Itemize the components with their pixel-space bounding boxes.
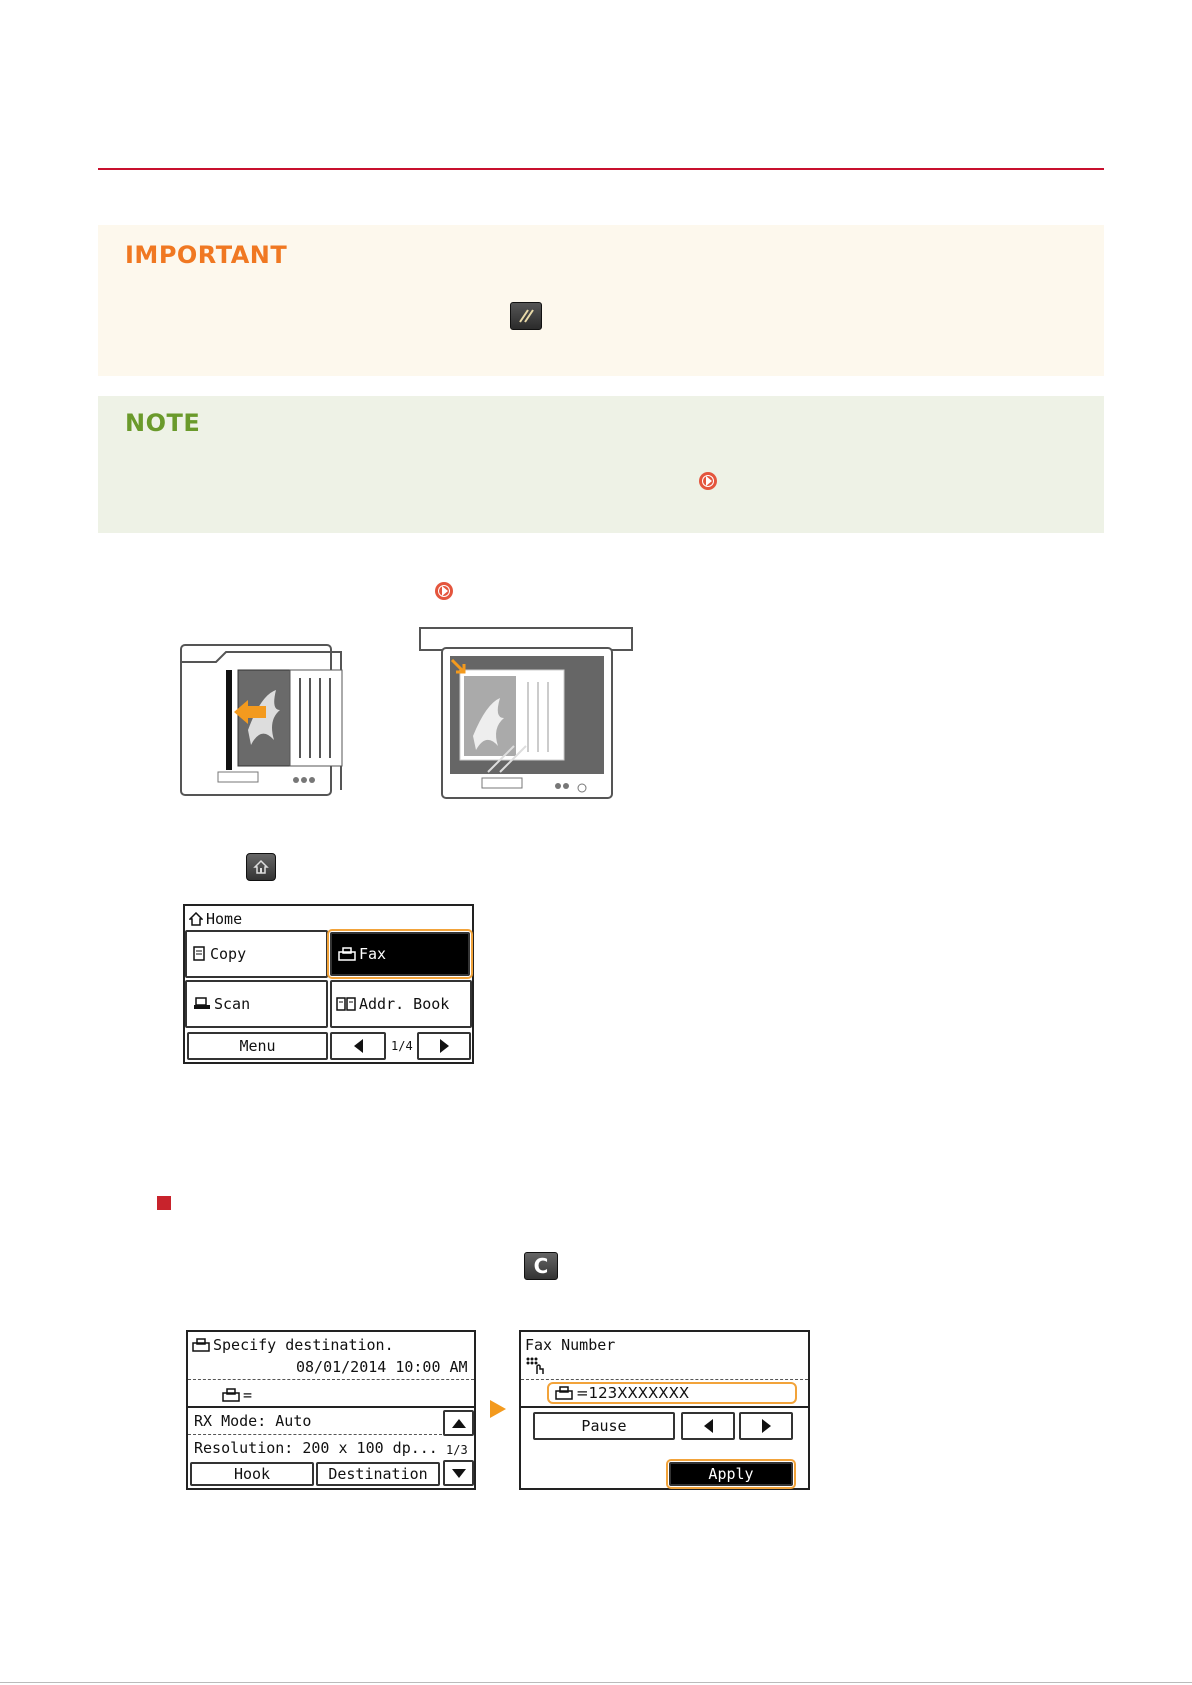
page-bottom-rule	[0, 1682, 1192, 1683]
left-arrow-icon	[354, 1039, 363, 1053]
page-indicator: 1/3	[446, 1443, 468, 1457]
home-screen	[183, 904, 474, 1064]
note-box	[98, 396, 1104, 533]
pause-button[interactable]: Pause	[533, 1412, 675, 1440]
fax-icon	[222, 1388, 240, 1402]
destination-button[interactable]: Destination	[316, 1462, 440, 1486]
link-arrow-icon[interactable]	[435, 582, 453, 600]
scroll-up-button[interactable]	[443, 1410, 474, 1436]
next-step-arrow-icon	[488, 1398, 508, 1420]
scan-icon	[193, 997, 211, 1011]
fax-screen-title: Specify destination.	[192, 1336, 394, 1354]
right-arrow-icon	[762, 1419, 771, 1433]
fax-icon	[192, 1338, 210, 1352]
destination-field[interactable]: =	[222, 1386, 252, 1404]
copy-button[interactable]: Copy	[185, 930, 328, 978]
left-arrow-icon	[704, 1419, 713, 1433]
page-indicator: 1/4	[391, 1039, 413, 1053]
cursor-left-button[interactable]	[681, 1412, 735, 1440]
next-page-button[interactable]	[417, 1032, 471, 1060]
link-arrow-icon[interactable]	[699, 472, 717, 490]
menu-button[interactable]: Menu	[187, 1032, 328, 1060]
fax-icon	[555, 1386, 573, 1400]
addr-book-button[interactable]: Addr. Book	[330, 980, 472, 1028]
divider	[521, 1406, 808, 1408]
cursor-right-button[interactable]	[739, 1412, 793, 1440]
down-arrow-icon	[452, 1469, 466, 1478]
divider	[188, 1434, 442, 1435]
clear-key-icon[interactable]: C	[524, 1252, 558, 1280]
home-icon	[189, 912, 203, 926]
hook-button[interactable]: Hook	[190, 1462, 314, 1486]
copy-icon	[193, 946, 207, 962]
note-title: NOTE	[125, 409, 201, 437]
scroll-down-button[interactable]	[443, 1460, 474, 1486]
resolution-item[interactable]: Resolution: 200 x 100 dp...	[194, 1439, 438, 1457]
fax-screen	[186, 1330, 476, 1490]
scan-button[interactable]: Scan	[185, 980, 328, 1028]
rx-mode-item[interactable]: RX Mode: Auto	[194, 1412, 312, 1430]
section-rule	[98, 168, 1104, 170]
platen-illustration	[418, 626, 634, 804]
prev-page-button[interactable]	[330, 1032, 386, 1060]
feeder-illustration	[176, 640, 366, 800]
important-title: IMPORTANT	[125, 241, 288, 269]
apply-button[interactable]: Apply	[669, 1462, 793, 1486]
right-arrow-icon	[440, 1039, 449, 1053]
fax-number-input[interactable]: =123XXXXXXX	[547, 1382, 797, 1404]
up-arrow-icon	[452, 1419, 466, 1428]
divider	[188, 1406, 474, 1408]
divider	[521, 1379, 808, 1380]
date-time: 08/01/2014 10:00 AM	[296, 1358, 468, 1376]
fax-button[interactable]: Fax	[330, 932, 470, 976]
addr-book-icon	[336, 997, 356, 1011]
home-title: Home	[189, 910, 242, 928]
divider	[188, 1379, 474, 1380]
subheading-bullet	[157, 1196, 171, 1210]
fax-number-screen	[519, 1330, 810, 1490]
keypad-touch-icon	[525, 1356, 547, 1376]
home-key-icon[interactable]	[246, 853, 276, 881]
fax-icon	[338, 947, 356, 961]
reset-key-icon	[510, 302, 542, 330]
fax-number-title: Fax Number	[525, 1336, 616, 1354]
